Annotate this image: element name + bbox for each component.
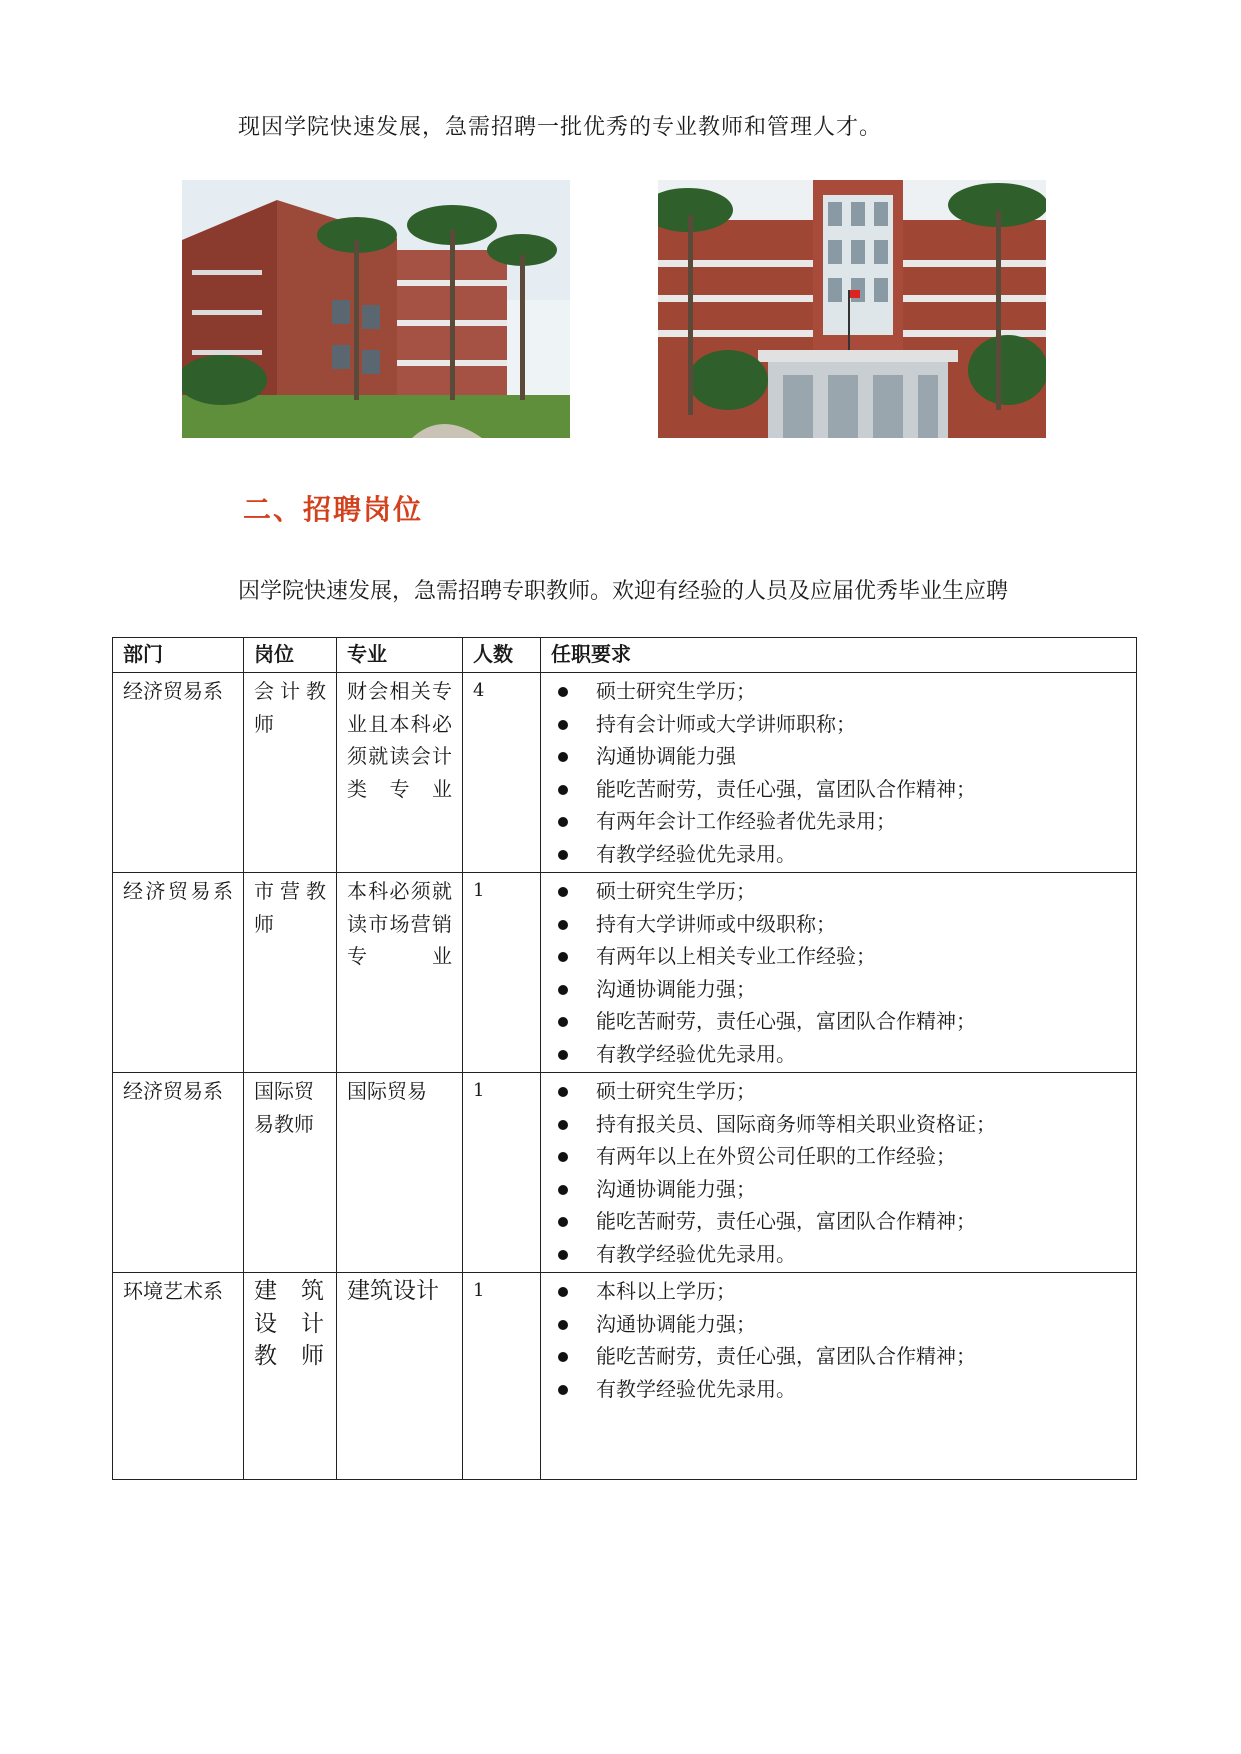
list-item: 有两年以上相关专业工作经验； — [551, 940, 1126, 973]
list-item: 有教学经验优先录用。 — [551, 1038, 1126, 1071]
count-cell: 4 — [463, 673, 541, 873]
dept-cell: 环境艺术系 — [113, 1273, 244, 1480]
table-row — [113, 673, 1137, 873]
dept-cell: 经济贸易系 — [113, 873, 244, 1073]
table-header-row — [113, 638, 1137, 673]
list-item: 能吃苦耐劳，责任心强，富团队合作精神； — [551, 1005, 1126, 1038]
lead-paragraph: 因学院快速发展，急需招聘专职教师。欢迎有经验的人员及应届优秀毕业生应聘 — [238, 579, 1009, 604]
position-cell: 会计教师 — [244, 673, 337, 873]
list-item: 有两年会计工作经验者优先录用； — [551, 805, 1126, 838]
list-item: 有两年以上在外贸公司任职的工作经验； — [551, 1140, 1126, 1173]
dept-cell: 经济贸易系 — [113, 1073, 244, 1273]
list-item: 沟通协调能力强； — [551, 1173, 1126, 1206]
requirements-cell — [541, 1273, 1137, 1480]
header-count: 人数 — [463, 638, 541, 673]
list-item: 能吃苦耐劳，责任心强，富团队合作精神； — [551, 773, 1126, 806]
position-cell: 建筑设计教师 — [244, 1273, 337, 1480]
header-position: 岗位 — [244, 638, 337, 673]
count-cell: 1 — [463, 1073, 541, 1273]
list-item: 硕士研究生学历； — [551, 675, 1126, 708]
list-item: 持有大学讲师或中级职称； — [551, 908, 1126, 941]
list-item: 沟通协调能力强 — [551, 740, 1126, 773]
header-dept: 部门 — [113, 638, 244, 673]
table-row — [113, 873, 1137, 1073]
requirements-list — [551, 1075, 1126, 1270]
requirements-cell — [541, 673, 1137, 873]
requirements-list — [551, 675, 1126, 870]
requirements-cell — [541, 1073, 1137, 1273]
section-title: 二、招聘岗位 — [243, 493, 424, 526]
list-item: 沟通协调能力强； — [551, 1308, 1126, 1341]
requirements-list — [551, 875, 1126, 1070]
count-cell: 1 — [463, 873, 541, 1073]
dept-cell: 经济贸易系 — [113, 673, 244, 873]
position-cell: 市营教师 — [244, 873, 337, 1073]
intro-paragraph: 现因学院快速发展，急需招聘一批优秀的专业教师和管理人才。 — [238, 115, 883, 140]
table-row — [113, 1073, 1137, 1273]
table-row — [113, 1273, 1137, 1480]
list-item: 持有会计师或大学讲师职称； — [551, 708, 1126, 741]
list-item: 能吃苦耐劳，责任心强，富团队合作精神； — [551, 1205, 1126, 1238]
major-cell: 国际贸易 — [337, 1073, 463, 1273]
list-item: 本科以上学历； — [551, 1275, 1126, 1308]
position-cell: 国际贸易教师 — [244, 1073, 337, 1273]
requirements-list — [551, 1275, 1126, 1405]
list-item: 硕士研究生学历； — [551, 1075, 1126, 1108]
list-item: 持有报关员、国际商务师等相关职业资格证； — [551, 1108, 1126, 1141]
header-requirements: 任职要求 — [541, 638, 1137, 673]
recruitment-table — [112, 637, 1137, 1480]
list-item: 硕士研究生学历； — [551, 875, 1126, 908]
major-cell: 本科必须就读市场营销专业 — [337, 873, 463, 1073]
list-item: 沟通协调能力强； — [551, 973, 1126, 1006]
header-major: 专业 — [337, 638, 463, 673]
major-cell: 财会相关专业且本科必须就读会计类专业 — [337, 673, 463, 873]
requirements-cell — [541, 873, 1137, 1073]
list-item: 有教学经验优先录用。 — [551, 1373, 1126, 1406]
count-cell: 1 — [463, 1273, 541, 1480]
major-cell: 建筑设计 — [337, 1273, 463, 1480]
list-item: 有教学经验优先录用。 — [551, 838, 1126, 871]
list-item: 有教学经验优先录用。 — [551, 1238, 1126, 1271]
list-item: 能吃苦耐劳，责任心强，富团队合作精神； — [551, 1340, 1126, 1373]
campus-library-photo — [182, 180, 570, 438]
campus-building-photo — [658, 180, 1046, 438]
